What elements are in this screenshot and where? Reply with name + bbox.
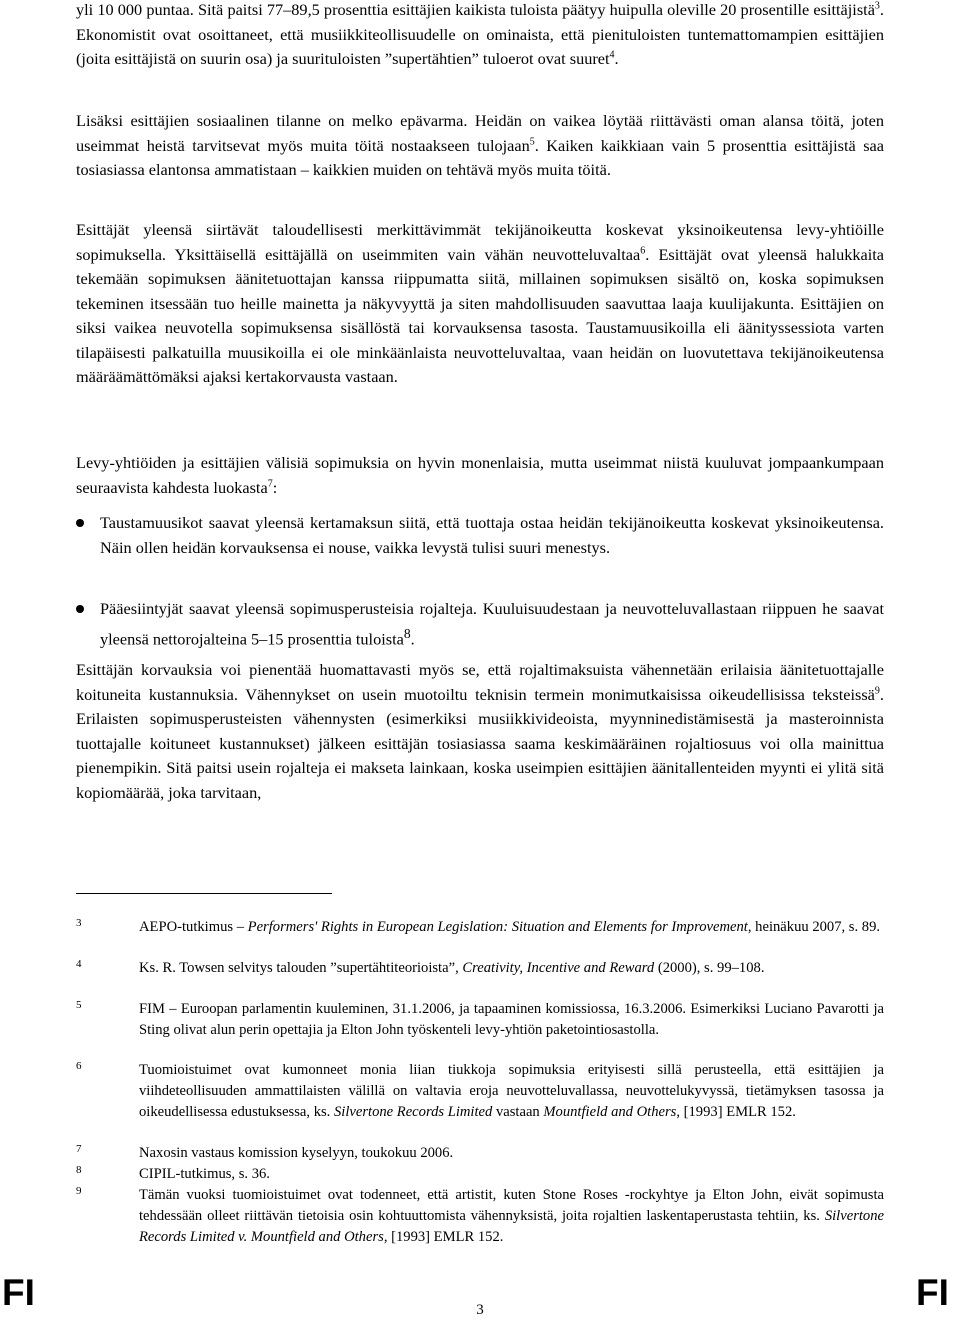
footnote-separator (76, 893, 332, 894)
paragraph-text: . Esittäjät ovat yleensä halukkaita tekemään sopimuksen äänitetuottajan kanssa riippumatta siitä, millainen sopimuksen sisältö on, koska sopimuksen tekeminen itsessään tuo heille mainetta ja näkyvyyttä ja siten mahdollisuuden saavuttaa laaja kuulijakunta. Esittäjien on siksi vaikea neuvotella sopimuksensa sisällöstä tai korvauksensa tasosta. Taustamuusikoilla eli äänityssessiota varten tilapäisesti palkatuilla muusikoilla ei ole minkäänlaista neuvotteluvaltaa, vaan heidän on luovutettava tekijänoikeutensa määräämättömäksi ajaksi kertakorvausta vastaan. (76, 244, 884, 386)
footnote-6 (139, 1060, 884, 1122)
paragraph-deductions (76, 658, 884, 805)
paragraph-text: Levy-yhtiöiden ja esittäjien välisiä sopimuksia on hyvin monenlaisia, mutta useimmat niistä kuuluvat jompaankumpaan seuraavista kahdesta luokasta (76, 453, 884, 497)
footnote-title: Mountfield and Others (543, 1103, 677, 1120)
footnote-7 (139, 1143, 884, 1164)
footnote-text: (2000), s. 99–108. (654, 960, 765, 976)
paragraph-text: . Erilaisten sopimusperusteisten vähennysten (esimerkiksi musiikkivideoista, myynninedistämisestä ja masteroinnista tuottajalle koituneet kustannukset) jälkeen esittäjän tosiasiassa saama keskimääräinen rojaltiosuus voi olla mainittua pienempikin. Sitä paitsi usein rojalteja ei makseta lainkaan, koska useimpien esittäjien äänitallenteiden myynti ei ylitä sitä kopiomäärää, joka tarvitaan, (76, 684, 884, 802)
footnote-ref: 3 (874, 0, 880, 12)
footnote-text: , heinäkuu 2007, s. 89. (747, 919, 881, 935)
paragraph-social-situation (76, 109, 884, 183)
paragraph-text: . (614, 49, 619, 68)
bullet-text (100, 597, 884, 651)
paragraph-contract-types (76, 451, 884, 500)
footnote-number: 4 (76, 958, 82, 970)
footnote-text: AEPO-tutkimus – (139, 919, 248, 935)
footnote-ref: 7 (267, 478, 273, 490)
page-number: 3 (476, 1302, 484, 1318)
footnote-number: 3 (76, 917, 82, 929)
footnote-text: Naxosin vastaus komission kyselyyn, toukokuu 2006. (139, 1145, 454, 1161)
footnote-text: , [1993] EMLR 152. (676, 1103, 796, 1120)
footnote-text: Ks. R. Towsen selvitys talouden ”supertähtiteorioista”, (139, 960, 463, 976)
footnote-ref: 5 (529, 136, 535, 148)
footnote-number: 7 (76, 1143, 82, 1155)
bullet-text: Taustamuusikot saavat yleensä kertamaksun siitä, että tuottaja ostaa heidän tekijänoikeutta koskevat yksinoikeutensa. Näin ollen heidän korvauksensa ei nouse, vaikka levystä tulisi suuri menestys. (100, 513, 884, 557)
paragraph-text: yli 10 000 puntaa. Sitä paitsi 77–89,5 prosenttia esittäjien kaikista tuloista päätyy huipulla oleville 20 prosentille esittäjistä (76, 0, 875, 19)
footer-language-label-right: FI (916, 1272, 949, 1313)
footnote-number: 8 (76, 1164, 82, 1176)
paragraph-income-distribution (76, 0, 884, 72)
footnote-text: , [1993] EMLR 152. (383, 1228, 504, 1245)
bullet-icon (76, 605, 84, 613)
footnote-number: 6 (76, 1060, 82, 1072)
footnote-9 (139, 1185, 884, 1247)
footnote-ref: 6 (640, 245, 646, 257)
footnote-3 (139, 917, 884, 938)
bullet-text-part: . (410, 628, 415, 648)
footnote-4 (139, 958, 884, 979)
footnote-title: Performers' Rights in European Legislation: Situation and Elements for Improvement (247, 919, 748, 935)
paragraph-text: Esittäjät yleensä siirtävät taloudellisesti merkittävimmät tekijänoikeutta koskevat yksinoikeutensa levy-yhtiöille sopimuksella. Yksittäisellä esittäjällä on useimmiten vain vähän neuvotteluvaltaa (76, 220, 884, 264)
footnote-title: Silvertone Records Limited v. Mountfield and Others (139, 1207, 884, 1245)
footnote-ref: 9 (874, 685, 880, 697)
bullet-text-part: Pääesiintyjät saavat yleensä sopimusperusteisia rojalteja. Kuuluisuudestaan ja neuvotteluvallastaan riippuen he saavat yleensä nettorojalteina 5–15 prosenttia tuloista (100, 599, 884, 648)
paragraph-text: . Kaiken kaikkiaan vain 5 prosenttia esittäjistä saa tosiasiassa elantonsa ammatistaan – kaikkien muiden on tehtävä myös muita töitä. (76, 135, 884, 179)
paragraph-contracts (76, 218, 884, 390)
footnote-text: CIPIL-tutkimus, s. 36. (139, 1166, 270, 1182)
footnote-text: vastaan (492, 1103, 544, 1120)
footnote-ref: 8 (403, 625, 411, 641)
footnote-5 (139, 999, 884, 1041)
footnote-number: 9 (76, 1185, 82, 1197)
paragraph-text: : (272, 477, 278, 497)
footnote-text: Tämän vuoksi tuomioistuimet ovat todenneet, että artistit, kuten Stone Roses -rockyhtye ja Elton John, eivät sopimusta tehdessään olleet riittävän tietoisia osin kohtuuttomista vähennyksistä, joita rojaltien laskentaperustasta tehtiin, ks. (139, 1187, 884, 1224)
bullet-icon (76, 519, 84, 527)
paragraph-text: Lisäksi esittäjien sosiaalinen tilanne on melko epävarma. Heidän on vaikea löytää riittävästi oman alansa töitä, joten useimmat heistä tarvitsevat myös muita töitä nostaakseen tulojaan (76, 111, 884, 155)
footer-language-label-left: FI (2, 1272, 35, 1313)
footnote-title: Silvertone Records Limited (333, 1103, 493, 1120)
footnote-number: 5 (76, 999, 82, 1011)
footnote-ref: 4 (609, 49, 615, 61)
footnote-title: Creativity, Incentive and Reward (462, 960, 655, 976)
footnote-8 (139, 1164, 884, 1185)
paragraph-text: Esittäjän korvauksia voi pienentää huomattavasti myös se, että rojaltimaksuista vähennetään erilaisia äänitetuottajalle koituneita kustannuksia. Vähennykset on usein muotoiltu teknisin termein monimutkaisissa oikeudellisissa teksteissä (76, 660, 884, 704)
paragraph-text: . Ekonomistit ovat osoittaneet, että musiikkiteollisuudelle on ominaista, että pienituloisten tuntemattomampien esittäjien (joita esittäjistä on suurin osa) ja suurituloisten ”supertähtien” tuloerot ovat suuret (76, 0, 884, 68)
footnote-text: Tuomioistuimet ovat kumonneet monia liian tiukkoja sopimuksia erityisesti sillä perusteella, että esittäjien ja viihdeteollisuuden ammattilaisten välillä on valtavia eroja neuvotteluvallassa, neuvottelukyvyssä, tietämyksen tasossa ja oikeudellisessa edustuksessa, ks. (139, 1062, 884, 1120)
footnote-text: FIM – Euroopan parlamentin kuuleminen, 31.1.2006, ja tapaaminen komissiossa, 16.3.2006. Esimerkiksi Luciano Pavarotti ja Sting olivat alun perin opettajia ja Elton John työskenteli levy-yhtiön paketointiosastolla. (139, 1001, 884, 1038)
